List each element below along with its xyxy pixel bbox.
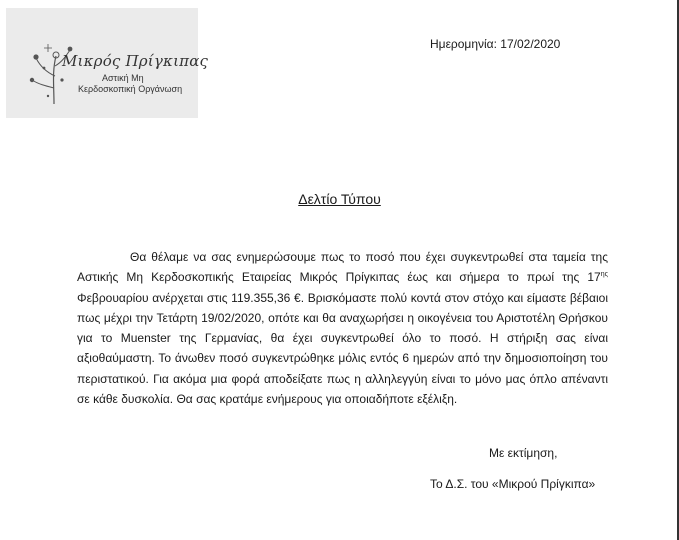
body-text-part2: Φεβρουαρίου ανέρχεται στις 119.355,36 €. Βρισκόμαστε πολύ κοντά στον στόχο και είμαστε βέβαιοι πως μέχρι την Τετάρτη 19/02/2020, οπότε και θα αναχωρήσει η οικογένεια του Αριστοτέλη Θρήσκου για το Muenster της Γερμανίας, θα έχει συγκεντρωθεί όλο το ποσό. Η στήριξη σας είναι αξιοθαύμαστη. Το άνωθεν ποσό συγκεντρώθηκε μόλις εντός 6 ημερών από την δημοσιοποίηση του περιστατικού. Για ακόμα μια φορά αποδείξατε πως η αλληλεγγύη είναι το μόνο μας όπλο απέναντι σε κάθε δυσκολία. Θα σας κρατάμε ενήμερους για οποιαδήποτε εξέλιξη. xyxy=(77,290,608,407)
body-text-part1: Θα θέλαμε να σας ενημερώσουμε πως το ποσό που έχει συγκεντρωθεί στα ταμεία της Αστικής Μη Κερδοσκοπικής Εταιρείας Μικρός Πρίγκιπας έως και σήμερα το πρωί της 17 xyxy=(77,250,608,285)
press-release-body xyxy=(77,247,608,409)
closing-salutation: Με εκτίμηση, xyxy=(489,446,558,460)
logo-subtitle-line2: Κερδοσκοπική Οργάνωση xyxy=(78,84,183,94)
logo-org-name: Μικρός Πρίγκιπας xyxy=(62,52,209,70)
document-date: Ημερομηνία: 17/02/2020 xyxy=(430,37,561,51)
organization-logo xyxy=(6,8,209,118)
plant-logo-icon xyxy=(24,36,80,106)
logo-subtitle-line1: Αστική Μη xyxy=(102,73,144,83)
ordinal-suffix: ης xyxy=(600,271,608,279)
signature-line: Το Δ.Σ. του «Μικρού Πρίγκιπα» xyxy=(430,477,596,491)
document-title: Δελτίο Τύπου xyxy=(298,191,381,207)
body-paragraph xyxy=(77,247,608,409)
